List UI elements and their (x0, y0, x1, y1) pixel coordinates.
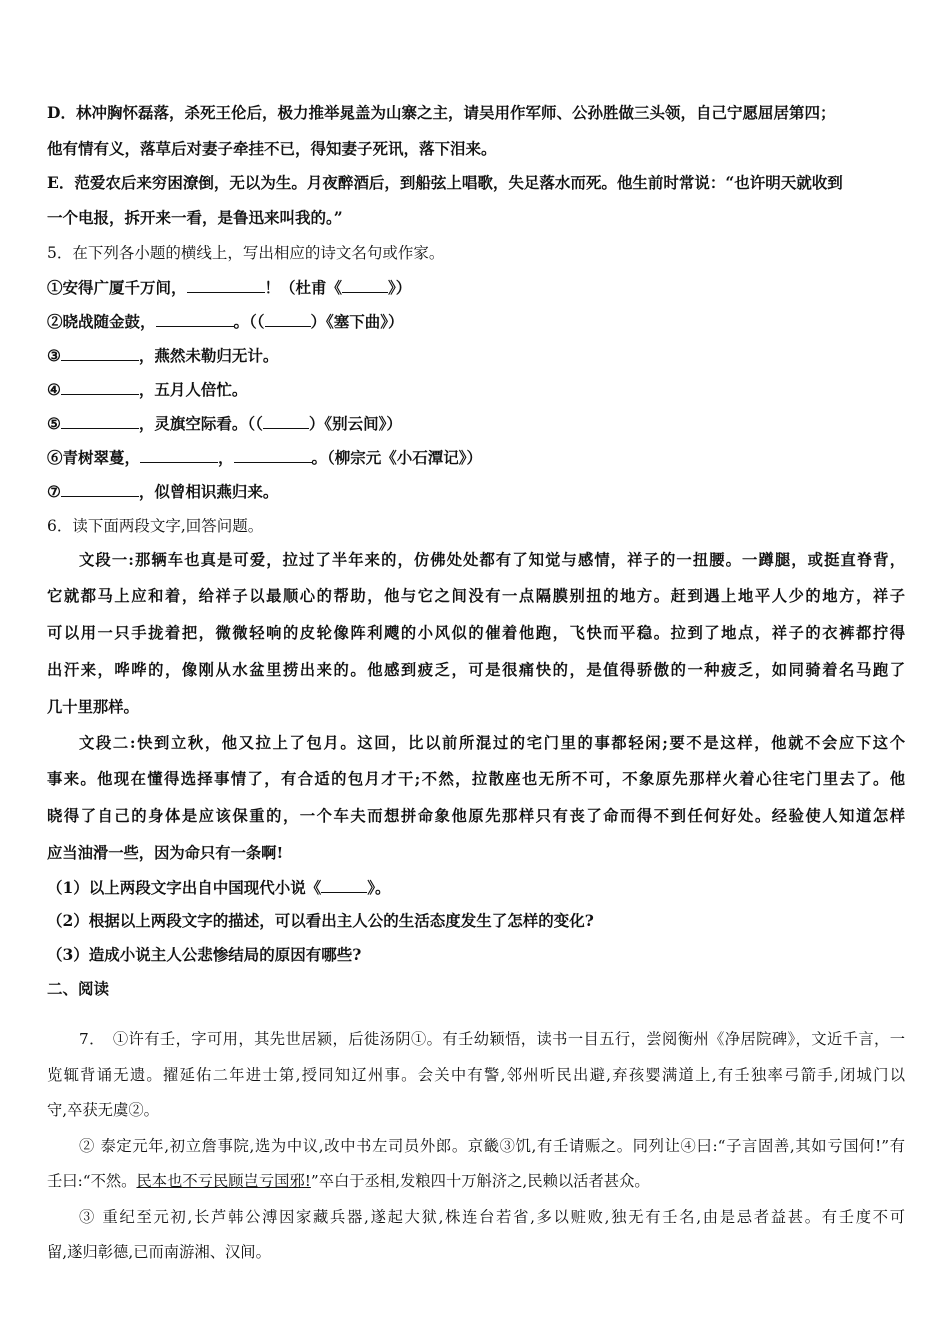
option-d-line-1: D．林冲胸怀磊落，杀死王伦后，极力推举晁盖为山寨之主，请吴用作军师、公孙胜做三头领，自己宁愿屈居第四； (47, 103, 836, 122)
passage-2-line-4: 应当油滑一些，因为命只有一条啊! (47, 844, 284, 862)
answer-blank[interactable] (140, 446, 218, 463)
q7-line-3: 守,卒获无虞②。 (47, 1101, 159, 1119)
section-2-title: 二、阅读 (47, 979, 110, 998)
q6-subquestion-3: （3）造成小说主人公悲惨结局的原因有哪些? (47, 945, 362, 964)
underlined-sentence: 民本也不亏民顾岂亏国邪! (136, 1172, 311, 1190)
answer-blank[interactable] (156, 310, 234, 327)
answer-blank[interactable] (234, 446, 312, 463)
passage-1-line-1: 文段一:那辆车也真是可爱，拉过了半年来的，仿佛处处都有了知觉与感情，祥子的一扭腰。一蹲腿，或挺直脊背， (79, 551, 905, 569)
answer-blank[interactable] (342, 276, 388, 293)
passage-2-line-2: 事来。他现在懂得选择事情了，有合适的包月才干;不然，拉散座也无所不可，不象原先那样火着心往宅门里去了。他 (47, 770, 905, 788)
passage-1-line-2: 它就都马上应和着，给祥子以最顺心的帮助，他与它之间没有一点隔膜别扭的地方。赶到遇上地平人少的地方，祥子 (47, 587, 905, 605)
passage-1-line-3: 可以用一只手拢着把，微微轻响的皮轮像阵利飕的小风似的催着他跑，飞快而平稳。拉到了地点，祥子的衣裤都拧得 (47, 624, 905, 642)
passage-2-line-3: 晓得了自己的身体是应该保重的，一个车夫而想拼命象他原先那样只有丧了命而得不到任何好处。经验使人知道怎样 (47, 807, 905, 825)
q5-item-7: ⑦ ，似曾相识燕归来。 (47, 482, 279, 501)
q7-line-2: 览辄背诵无遗。擢延佑二年进士第,授同知辽州事。会关中有警,邻州听民出避,弃孩婴满道上,有壬独率弓箭手,闭城门以 (47, 1066, 905, 1084)
q6-subquestion-2: （2）根据以上两段文字的描述，可以看出主人公的生活态度发生了怎样的变化? (47, 911, 594, 930)
answer-blank[interactable] (321, 876, 367, 893)
answer-blank[interactable] (265, 310, 311, 327)
answer-blank[interactable] (61, 412, 139, 429)
option-e-line-2: 一个电报，拆开来一看，是鲁迅来叫我的。” (47, 208, 343, 227)
q7-line-4: ② 泰定元年,初立詹事院,选为中议,改中书左司员外郎。京畿③饥,有壬请赈之。同列让④曰:“子言固善,其如亏国何!”有 (79, 1137, 905, 1155)
q7-line-6: ③ 重纪至元初,长芦韩公溥因家藏兵器,遂起大狱,株连台若省,多以赃败,独无有壬名,由是忌者益甚。有壬度不可 (79, 1208, 905, 1226)
passage-1-line-5: 几十里那样。 (47, 698, 139, 716)
q7-line-1: 7． ①许有壬，字可用，其先世居颍，后徙汤阴①。有壬幼颖悟，读书一目五行，尝阅衡州《净居院碑》，文近千言，一 (79, 1030, 905, 1048)
q5-item-1: ①安得广厦千万间， ！（杜甫《 》） (47, 278, 412, 297)
q6-title: 6．读下面两段文字,回答问题。 (47, 517, 264, 535)
q5-item-2: ②晓战随金鼓， 。（（ ）《塞下曲》） (47, 312, 404, 331)
q5-item-3: ③ ，燕然未勒归无计。 (47, 346, 279, 365)
q6-subquestion-1: （1）以上两段文字出自中国现代小说《 》。 (47, 878, 391, 897)
q5-item-5: ⑤ ，灵旗空际看。（（ ）《别云间》） (47, 414, 402, 433)
answer-blank[interactable] (263, 412, 309, 429)
option-e-line-1: E．范爱农后来穷困潦倒，无以为生。月夜醉酒后，到船弦上唱歌，失足落水而死。他生前时常说：“也许明天就收到 (47, 173, 843, 192)
option-d-line-2: 他有情有义，落草后对妻子牵挂不已，得知妻子死讯，落下泪来。 (47, 139, 497, 158)
answer-blank[interactable] (187, 276, 265, 293)
passage-2-line-1: 文段二:快到立秋，他又拉上了包月。这回，比以前所混过的宅门里的事都轻闲;要不是这样，他就不会应下这个 (79, 734, 905, 752)
q7-line-7: 留,遂归彰德,已而南游湘、汉间。 (47, 1243, 271, 1261)
q5-item-4: ④ ，五月人倍忙。 (47, 380, 248, 399)
passage-1-line-4: 出汗来，哗哗的，像刚从水盆里捞出来的。他感到疲乏，可是很痛快的，是值得骄傲的一种疲乏，如同骑着名马跑了 (47, 661, 905, 679)
q5-item-6: ⑥青树翠蔓， ， 。（柳宗元《小石潭记》） (47, 448, 483, 467)
q7-line-5: 壬曰:“不然。民本也不亏民顾岂亏国邪!”卒白于丞相,发粮四十万斛济之,民赖以活者甚众。 (47, 1172, 650, 1190)
q5-title: 5．在下列各小题的横线上，写出相应的诗文名句或作家。 (47, 244, 445, 262)
answer-blank[interactable] (61, 480, 139, 497)
answer-blank[interactable] (61, 378, 139, 395)
answer-blank[interactable] (61, 344, 139, 361)
